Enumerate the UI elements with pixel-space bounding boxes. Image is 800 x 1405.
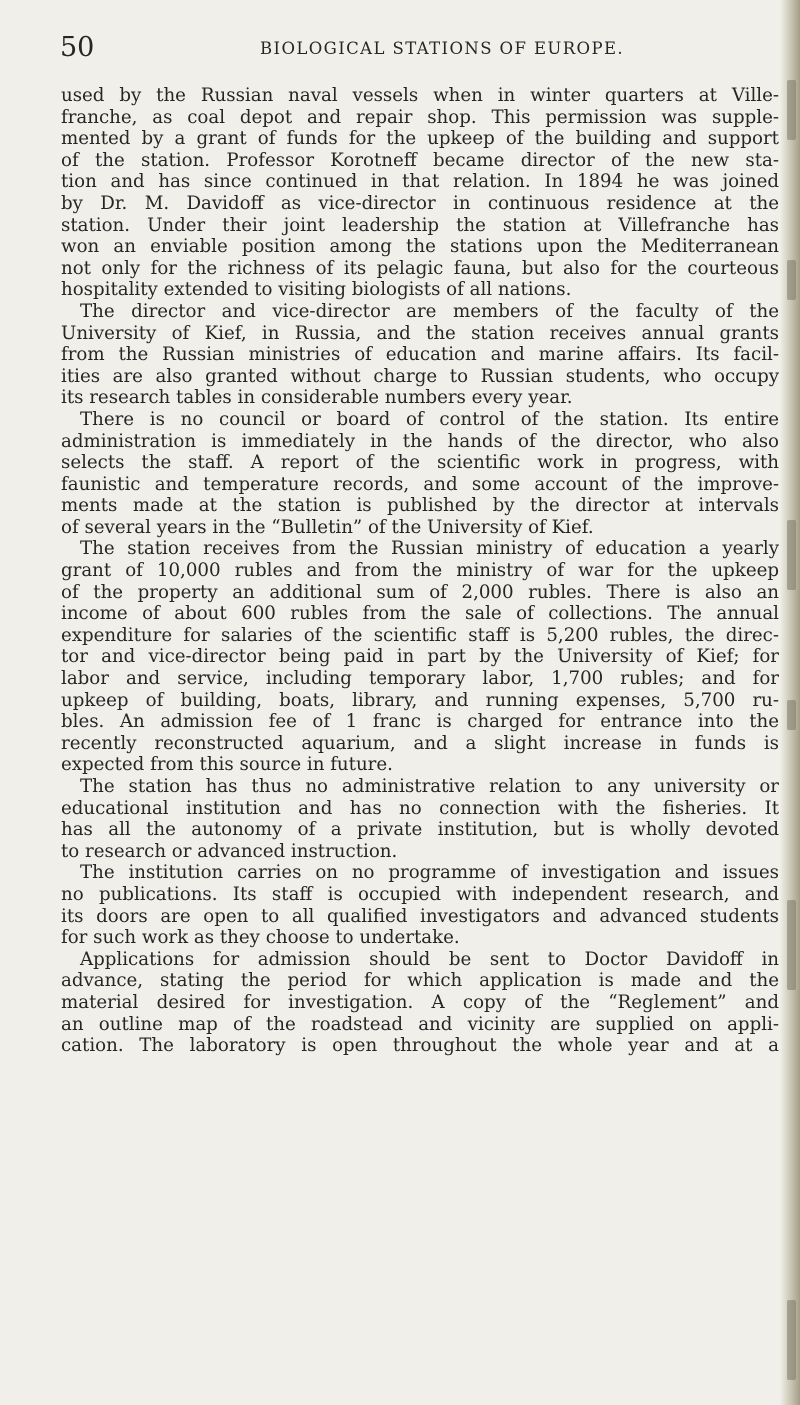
text-line: not only for the richness of its pelagic fauna, but also for the courteous xyxy=(61,257,779,279)
text-line: University of Kief, in Russia, and the station receives annual grants xyxy=(61,322,779,344)
text-line: an outline map of the roadstead and vicinity are supplied on appli- xyxy=(61,1013,779,1035)
text-line: recently reconstructed aquarium, and a slight increase in funds is xyxy=(61,732,779,754)
text-line: expenditure for salaries of the scientific staff is 5,200 rubles, the direc- xyxy=(61,624,779,646)
text-line: grant of 10,000 rubles and from the ministry of war for the upkeep xyxy=(61,560,779,582)
text-line: no publications. Its staff is occupied with independent research, and xyxy=(61,883,779,905)
page-edge-mark xyxy=(787,700,796,730)
text-line: tor and vice-director being paid in part by the University of Kief; for xyxy=(61,646,779,668)
paragraph-start-line: The institution carries on no programme of investigation and issues xyxy=(80,862,779,884)
page-header xyxy=(60,31,760,67)
running-title: BIOLOGICAL STATIONS OF EUROPE. xyxy=(260,39,625,58)
text-line: labor and service, including temporary labor, 1,700 rubles; and for xyxy=(61,668,779,690)
page-edge-mark xyxy=(787,1300,796,1380)
text-line: won an enviable position among the stations upon the Mediterranean xyxy=(61,236,779,258)
text-line: upkeep of building, boats, library, and running expenses, 5,700 ru- xyxy=(61,689,779,711)
text-line: of the station. Professor Korotneff became director of the new sta- xyxy=(61,149,779,171)
text-line: bles. An admission fee of 1 franc is charged for entrance into the xyxy=(61,711,779,733)
text-line: of several years in the “Bulletin” of the University of Kief. xyxy=(61,516,594,538)
text-line: used by the Russian naval vessels when in winter quarters at Ville- xyxy=(61,85,779,106)
body-text xyxy=(61,85,779,1057)
text-line: material desired for investigation. A copy of the “Reglement” and xyxy=(61,991,779,1013)
text-line: of the property an additional sum of 2,000 rubles. There is also an xyxy=(61,581,779,603)
page-number: 50 xyxy=(60,32,95,63)
text-line: from the Russian ministries of education and marine affairs. Its facil- xyxy=(61,344,779,366)
text-line: franche, as coal depot and repair shop. This permission was supple- xyxy=(61,106,779,128)
paragraph-start-line: The station has thus no administrative relation to any university or xyxy=(80,776,779,797)
text-line: educational institution and has no connection with the fisheries. It xyxy=(61,797,779,819)
text-line: advance, stating the period for which application is made and the xyxy=(61,970,779,992)
text-line: income of about 600 rubles from the sale of collections. The annual xyxy=(61,603,779,625)
text-line: hospitality extended to visiting biologists of all nations. xyxy=(61,279,572,301)
text-line: to research or advanced instruction. xyxy=(61,840,398,862)
text-line: for such work as they choose to undertake. xyxy=(61,927,460,949)
text-line: expected from this source in future. xyxy=(61,754,393,776)
text-line: ments made at the station is published by the director at intervals xyxy=(61,495,779,517)
text-line: by Dr. M. Davidoff as vice-director in continuous residence at the xyxy=(61,192,779,214)
page-edge-shadow xyxy=(780,0,800,1405)
text-line: ities are also granted without charge to Russian students, who occupy xyxy=(61,365,779,387)
paragraph-start-line: Applications for admission should be sent to Doctor Davidoff in xyxy=(80,948,779,970)
text-line: its research tables in considerable numbers every year. xyxy=(61,387,573,409)
text-line: cation. The laboratory is open throughout the whole year and at a xyxy=(61,1035,779,1057)
text-line: mented by a grant of funds for the upkeep of the building and support xyxy=(61,128,779,150)
text-line: selects the staff. A report of the scientific work in progress, with xyxy=(61,452,779,474)
paragraph-start-line: The director and vice-director are members of the faculty of the xyxy=(80,300,779,322)
paragraph-start-line: There is no council or board of control of the station. Its entire xyxy=(80,408,779,430)
paragraph-start-line: The station receives from the Russian ministry of education a yearly xyxy=(80,538,779,560)
page-edge-mark xyxy=(787,260,796,300)
text-line: its doors are open to all qualified investigators and advanced students xyxy=(61,905,779,927)
page-edge-mark xyxy=(787,900,796,990)
text-line: has all the autonomy of a private institution, but is wholly devoted xyxy=(61,819,779,841)
text-line: faunistic and temperature records, and some account of the improve- xyxy=(61,473,779,495)
text-line: tion and has since continued in that relation. In 1894 he was joined xyxy=(61,171,779,193)
page-edge-mark xyxy=(787,520,796,590)
text-line: administration is immediately in the hands of the director, who also xyxy=(61,430,779,452)
text-line: station. Under their joint leadership the station at Villefranche has xyxy=(61,214,779,236)
page-edge-mark xyxy=(787,80,796,140)
